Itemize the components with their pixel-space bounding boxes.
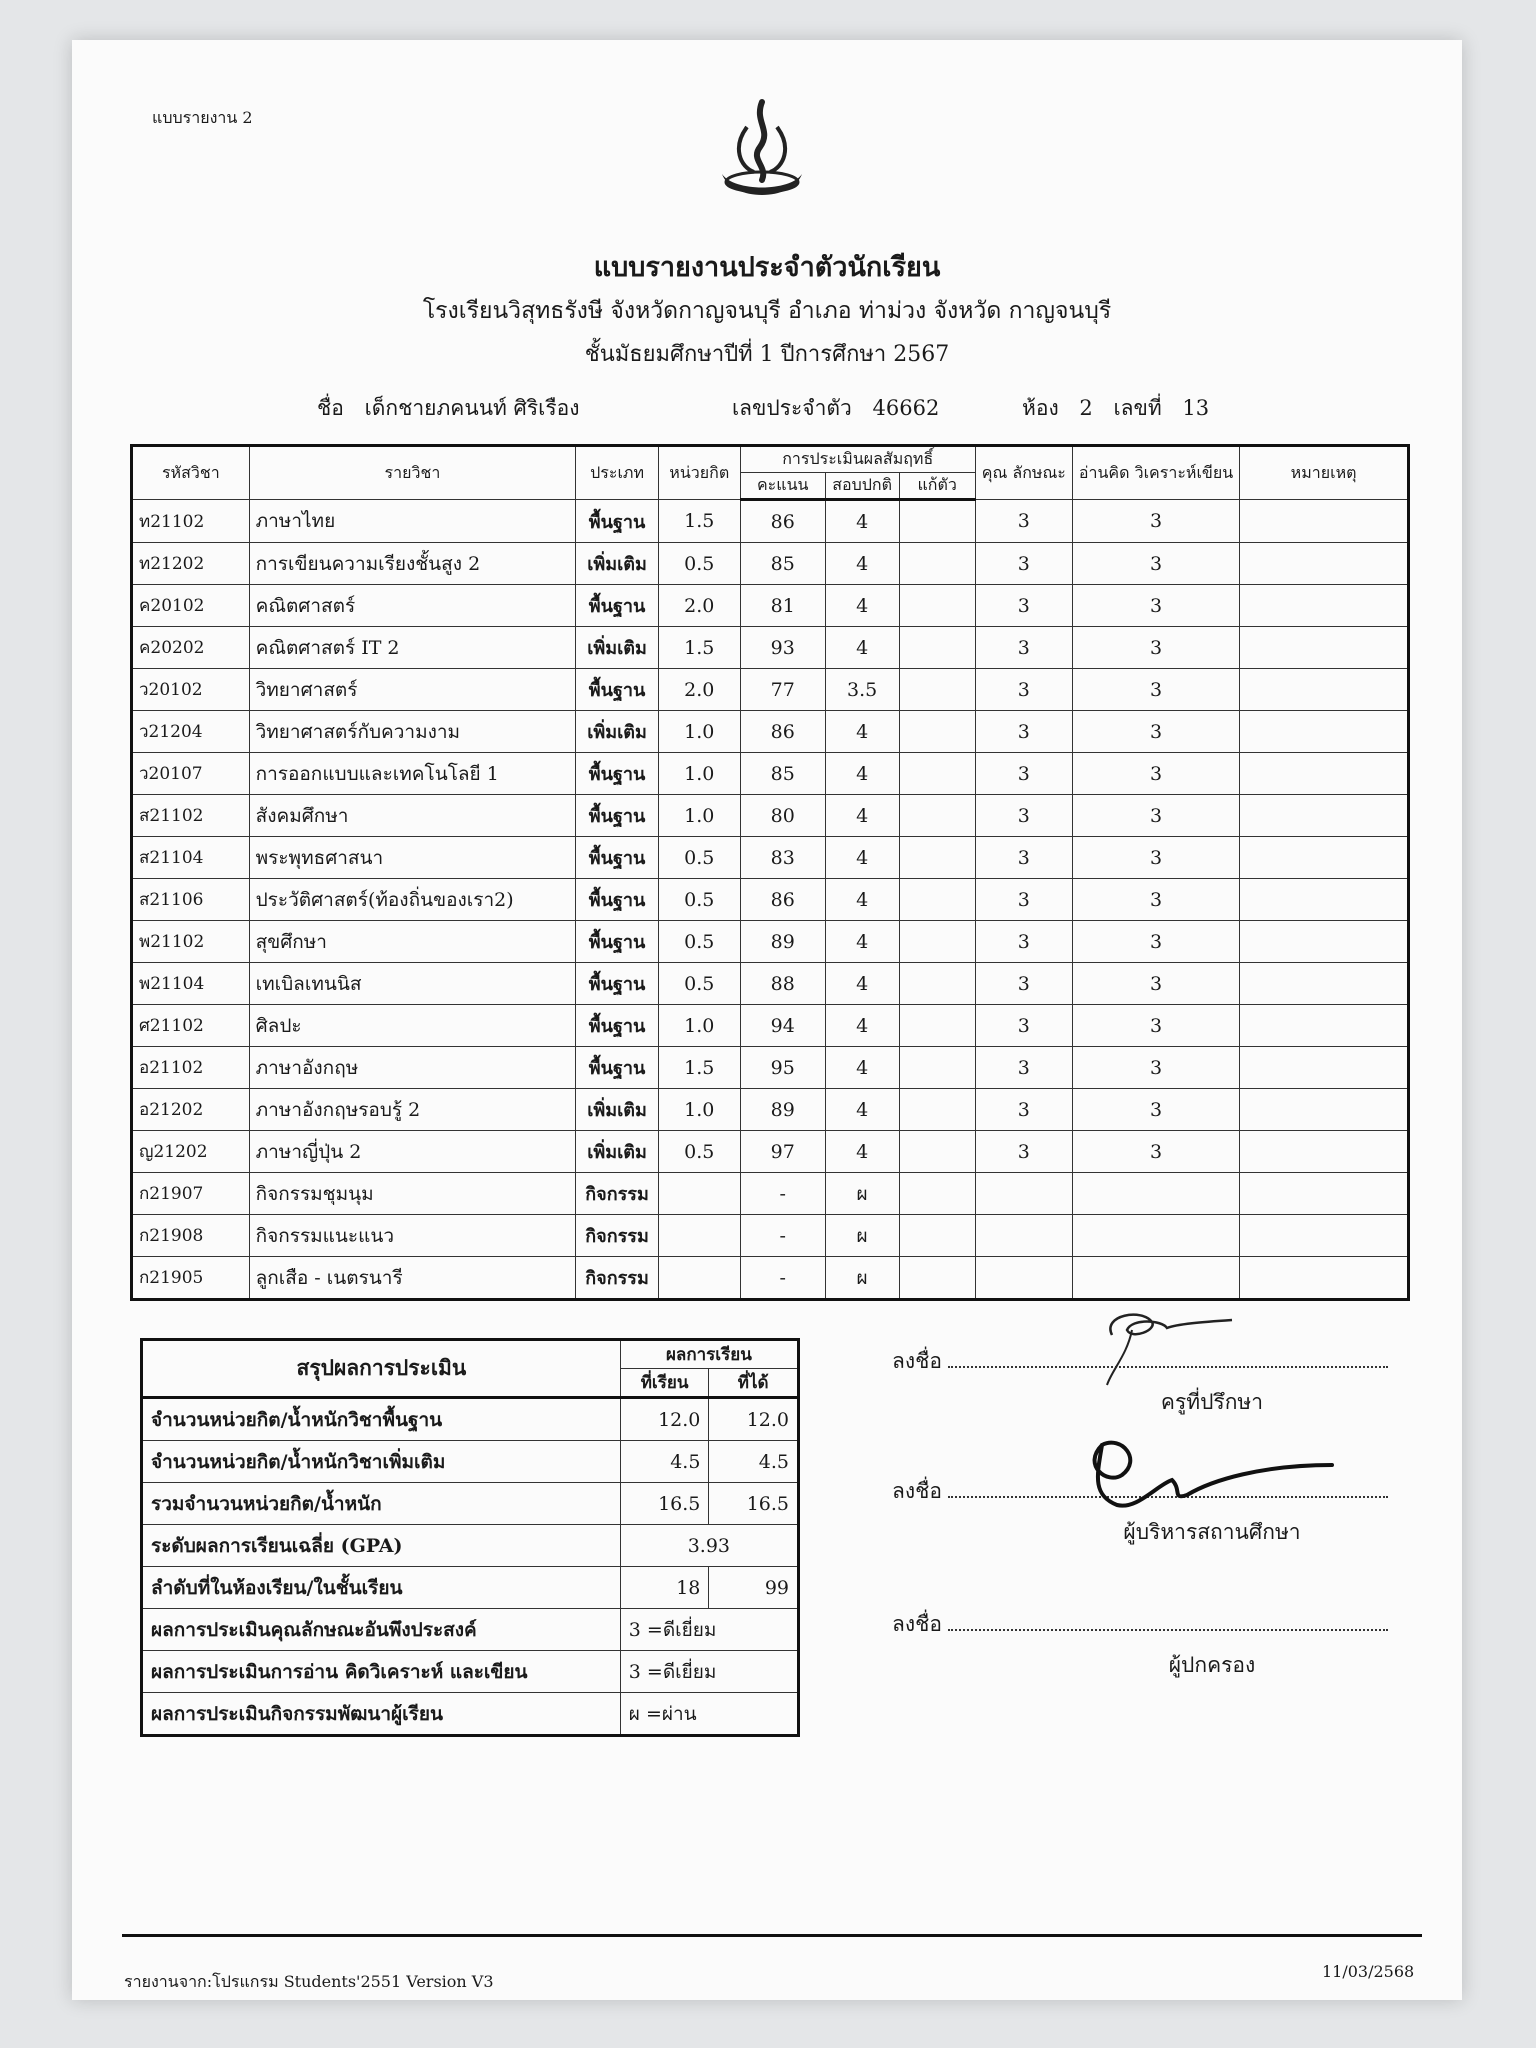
cell-retake xyxy=(899,1089,975,1131)
cell-reading: 3 xyxy=(1072,1089,1239,1131)
header-type: ประเภท xyxy=(576,446,659,500)
cell-code: ค20202 xyxy=(132,627,250,669)
cell-score: 80 xyxy=(740,795,825,837)
cell-type: พื้นฐาน xyxy=(576,669,659,711)
table-row xyxy=(132,1131,1409,1173)
student-id-row xyxy=(732,392,953,425)
table-row xyxy=(132,1257,1409,1300)
footer-source: รายงานจาก:โปรแกรม Students'2551 Version V3 xyxy=(124,1972,494,1991)
cell-remarks xyxy=(1240,1131,1409,1173)
cell-reading: 3 xyxy=(1072,711,1239,753)
cell-credits: 0.5 xyxy=(658,543,740,585)
cell-score: 89 xyxy=(740,921,825,963)
summary-label: จำนวนหน่วยกิต/น้ำหนักวิชาพื้นฐาน xyxy=(142,1398,621,1441)
cell-code: ก21908 xyxy=(132,1215,250,1257)
cell-subject: การออกแบบและเทคโนโลยี 1 xyxy=(249,753,576,795)
header-subject: รายวิชา xyxy=(249,446,576,500)
cell-regular: 4 xyxy=(825,921,899,963)
summary-table xyxy=(140,1338,800,1737)
cell-score: 93 xyxy=(740,627,825,669)
cell-type: เพิ่มเติม xyxy=(576,1131,659,1173)
summary-result-header: ผลการเรียน xyxy=(620,1340,798,1369)
cell-retake xyxy=(899,585,975,627)
student-name-row xyxy=(317,392,594,425)
cell-score: 89 xyxy=(740,1089,825,1131)
header-remarks: หมายเหตุ xyxy=(1240,446,1409,500)
cell-retake xyxy=(899,795,975,837)
cell-reading xyxy=(1072,1215,1239,1257)
cell-subject: การเขียนความเรียงชั้นสูง 2 xyxy=(249,543,576,585)
cell-reading: 3 xyxy=(1072,500,1239,543)
cell-regular: 4 xyxy=(825,1047,899,1089)
cell-remarks xyxy=(1240,585,1409,627)
cell-reading: 3 xyxy=(1072,795,1239,837)
cell-regular: 4 xyxy=(825,879,899,921)
table-row xyxy=(132,1215,1409,1257)
document-title: แบบรายงานประจำตัวนักเรียน xyxy=(593,252,941,283)
summary-merged-value: 3 =ดีเยี่ยม xyxy=(620,1651,798,1693)
cell-character xyxy=(975,1215,1072,1257)
cell-regular: 4 xyxy=(825,500,899,543)
cell-remarks xyxy=(1240,753,1409,795)
cell-credits: 1.0 xyxy=(658,753,740,795)
advisor-sign-label: ลงชื่อ xyxy=(892,1349,942,1373)
cell-reading: 3 xyxy=(1072,963,1239,1005)
cell-retake xyxy=(899,543,975,585)
cell-credits: 1.5 xyxy=(658,1047,740,1089)
summary-earned: 12.0 xyxy=(709,1398,799,1441)
cell-regular: 4 xyxy=(825,753,899,795)
summary-studied: 12.0 xyxy=(620,1398,709,1441)
cell-reading: 3 xyxy=(1072,627,1239,669)
room-value: 2 xyxy=(1079,396,1093,420)
school-emblem-icon xyxy=(702,92,822,222)
room-row xyxy=(1022,392,1223,425)
cell-character: 3 xyxy=(975,543,1072,585)
cell-type: พื้นฐาน xyxy=(576,753,659,795)
cell-character: 3 xyxy=(975,669,1072,711)
cell-remarks xyxy=(1240,963,1409,1005)
summary-row xyxy=(142,1483,799,1525)
cell-code: ค20102 xyxy=(132,585,250,627)
footer-rule xyxy=(122,1934,1422,1937)
cell-retake xyxy=(899,1215,975,1257)
cell-credits: 1.0 xyxy=(658,1005,740,1047)
cell-retake xyxy=(899,1257,975,1300)
cell-type: พื้นฐาน xyxy=(576,963,659,1005)
cell-reading: 3 xyxy=(1072,669,1239,711)
cell-type: พื้นฐาน xyxy=(576,1005,659,1047)
cell-character: 3 xyxy=(975,627,1072,669)
cell-remarks xyxy=(1240,1047,1409,1089)
cell-code: พ21102 xyxy=(132,921,250,963)
cell-type: พื้นฐาน xyxy=(576,585,659,627)
cell-regular: 4 xyxy=(825,585,899,627)
cell-type: พื้นฐาน xyxy=(576,795,659,837)
room-label: ห้อง xyxy=(1022,396,1059,420)
cell-remarks xyxy=(1240,795,1409,837)
cell-character: 3 xyxy=(975,837,1072,879)
summary-row xyxy=(142,1567,799,1609)
cell-type: เพิ่มเติม xyxy=(576,543,659,585)
cell-type: เพิ่มเติม xyxy=(576,1089,659,1131)
cell-reading: 3 xyxy=(1072,1047,1239,1089)
table-row xyxy=(132,543,1409,585)
cell-subject: สังคมศึกษา xyxy=(249,795,576,837)
cell-code: ญ21202 xyxy=(132,1131,250,1173)
cell-score: 88 xyxy=(740,963,825,1005)
cell-subject: พระพุทธศาสนา xyxy=(249,837,576,879)
summary-label: รวมจำนวนหน่วยกิต/น้ำหนัก xyxy=(142,1483,621,1525)
table-row xyxy=(132,879,1409,921)
director-sign-label: ลงชื่อ xyxy=(892,1479,942,1503)
cell-type: พื้นฐาน xyxy=(576,837,659,879)
cell-remarks xyxy=(1240,1089,1409,1131)
cell-reading xyxy=(1072,1257,1239,1300)
summary-row xyxy=(142,1693,799,1736)
cell-remarks xyxy=(1240,711,1409,753)
cell-subject: กิจกรรมชุมนุม xyxy=(249,1173,576,1215)
cell-retake xyxy=(899,879,975,921)
cell-code: ส21106 xyxy=(132,879,250,921)
cell-type: กิจกรรม xyxy=(576,1173,659,1215)
cell-code: ท21102 xyxy=(132,500,250,543)
cell-score: 77 xyxy=(740,669,825,711)
table-row xyxy=(132,500,1409,543)
cell-credits xyxy=(658,1257,740,1300)
summary-body xyxy=(142,1398,799,1736)
cell-character: 3 xyxy=(975,1089,1072,1131)
cell-score: 86 xyxy=(740,879,825,921)
cell-retake xyxy=(899,963,975,1005)
table-row xyxy=(132,1005,1409,1047)
cell-code: พ21104 xyxy=(132,963,250,1005)
cell-subject: สุขศึกษา xyxy=(249,921,576,963)
cell-credits: 2.0 xyxy=(658,669,740,711)
summary-col-earned: ที่ได้ xyxy=(709,1369,799,1398)
number-label: เลขที่ xyxy=(1113,396,1162,420)
cell-regular: 4 xyxy=(825,1131,899,1173)
cell-score: 83 xyxy=(740,837,825,879)
summary-row xyxy=(142,1651,799,1693)
cell-retake xyxy=(899,1173,975,1215)
cell-credits: 0.5 xyxy=(658,1131,740,1173)
table-row xyxy=(132,711,1409,753)
summary-label: ผลการประเมินการอ่าน คิดวิเคราะห์ และเขียน xyxy=(142,1651,621,1693)
cell-score: 86 xyxy=(740,711,825,753)
table-row xyxy=(132,921,1409,963)
cell-reading xyxy=(1072,1173,1239,1215)
footer-date: 11/03/2568 xyxy=(1322,1962,1415,1981)
grade-line: ชั้นมัธยมศึกษาปีที่ 1 ปีการศึกษา 2567 xyxy=(584,342,950,367)
cell-retake xyxy=(899,1047,975,1089)
cell-character: 3 xyxy=(975,1131,1072,1173)
grades-table xyxy=(130,444,1410,1301)
cell-character: 3 xyxy=(975,753,1072,795)
advisor-role: ครูที่ปรึกษา xyxy=(1160,1390,1264,1414)
cell-code: ส21104 xyxy=(132,837,250,879)
cell-credits: 1.5 xyxy=(658,627,740,669)
cell-regular: 4 xyxy=(825,711,899,753)
cell-reading: 3 xyxy=(1072,1005,1239,1047)
header-assessment: การประเมินผลสัมฤทธิ์ xyxy=(740,446,975,473)
table-row xyxy=(132,1089,1409,1131)
student-id: 46662 xyxy=(872,396,940,420)
summary-studied: 16.5 xyxy=(620,1483,709,1525)
parent-sign-label: ลงชื่อ xyxy=(892,1612,942,1636)
summary-label: ลำดับที่ในห้องเรียน/ในชั้นเรียน xyxy=(142,1567,621,1609)
table-row xyxy=(132,963,1409,1005)
cell-score: 86 xyxy=(740,500,825,543)
header-reading: อ่านคิด วิเคราะห์เขียน xyxy=(1072,446,1239,500)
cell-type: พื้นฐาน xyxy=(576,1047,659,1089)
cell-credits: 0.5 xyxy=(658,963,740,1005)
cell-code: อ21202 xyxy=(132,1089,250,1131)
cell-code: ว20107 xyxy=(132,753,250,795)
cell-credits: 0.5 xyxy=(658,837,740,879)
cell-reading: 3 xyxy=(1072,543,1239,585)
cell-score: - xyxy=(740,1257,825,1300)
name-label: ชื่อ xyxy=(317,396,344,420)
table-row xyxy=(132,795,1409,837)
cell-type: พื้นฐาน xyxy=(576,500,659,543)
cell-retake xyxy=(899,627,975,669)
cell-remarks xyxy=(1240,627,1409,669)
header-credits: หน่วยกิต xyxy=(658,446,740,500)
cell-type: พื้นฐาน xyxy=(576,879,659,921)
cell-reading: 3 xyxy=(1072,1131,1239,1173)
director-role: ผู้บริหารสถานศึกษา xyxy=(1123,1520,1301,1544)
cell-type: กิจกรรม xyxy=(576,1215,659,1257)
cell-remarks xyxy=(1240,1257,1409,1300)
cell-regular: 4 xyxy=(825,963,899,1005)
cell-remarks xyxy=(1240,879,1409,921)
cell-remarks xyxy=(1240,837,1409,879)
cell-credits: 2.0 xyxy=(658,585,740,627)
cell-regular: 4 xyxy=(825,1089,899,1131)
cell-retake xyxy=(899,837,975,879)
summary-merged-value: ผ =ผ่าน xyxy=(620,1693,798,1736)
cell-regular: ผ xyxy=(825,1173,899,1215)
summary-label: ระดับผลการเรียนเฉลี่ย (GPA) xyxy=(142,1525,621,1567)
cell-character: 3 xyxy=(975,795,1072,837)
summary-merged-value: 3.93 xyxy=(620,1525,798,1567)
cell-reading: 3 xyxy=(1072,837,1239,879)
cell-score: - xyxy=(740,1215,825,1257)
cell-character: 3 xyxy=(975,1047,1072,1089)
form-code: แบบรายงาน 2 xyxy=(152,108,253,127)
cell-type: พื้นฐาน xyxy=(576,921,659,963)
table-row xyxy=(132,1047,1409,1089)
cell-subject: วิทยาศาสตร์ xyxy=(249,669,576,711)
header-code: รหัสวิชา xyxy=(132,446,250,500)
cell-regular: 3.5 xyxy=(825,669,899,711)
cell-subject: กิจกรรมแนะแนว xyxy=(249,1215,576,1257)
summary-label: ผลการประเมินกิจกรรมพัฒนาผู้เรียน xyxy=(142,1693,621,1736)
parent-sign-line xyxy=(948,1629,1388,1631)
director-signature-icon xyxy=(1062,1425,1342,1520)
cell-retake xyxy=(899,500,975,543)
cell-reading: 3 xyxy=(1072,879,1239,921)
cell-score: 94 xyxy=(740,1005,825,1047)
student-name: เด็กชายภคนนท์ ศิริเรือง xyxy=(364,396,580,420)
summary-earned: 16.5 xyxy=(709,1483,799,1525)
cell-code: ว20102 xyxy=(132,669,250,711)
cell-reading: 3 xyxy=(1072,585,1239,627)
cell-code: ว21204 xyxy=(132,711,250,753)
summary-studied: 18 xyxy=(620,1567,709,1609)
cell-character: 3 xyxy=(975,1005,1072,1047)
cell-type: เพิ่มเติม xyxy=(576,627,659,669)
summary-label: จำนวนหน่วยกิต/น้ำหนักวิชาเพิ่มเติม xyxy=(142,1441,621,1483)
cell-character: 3 xyxy=(975,963,1072,1005)
cell-retake xyxy=(899,753,975,795)
cell-score: - xyxy=(740,1173,825,1215)
cell-credits: 0.5 xyxy=(658,921,740,963)
cell-subject: วิทยาศาสตร์กับความงาม xyxy=(249,711,576,753)
cell-reading: 3 xyxy=(1072,921,1239,963)
summary-row xyxy=(142,1525,799,1567)
summary-studied: 4.5 xyxy=(620,1441,709,1483)
cell-code: ก21905 xyxy=(132,1257,250,1300)
header-score: คะแนน xyxy=(740,473,825,500)
summary-row xyxy=(142,1441,799,1483)
cell-code: ศ21102 xyxy=(132,1005,250,1047)
cell-regular: ผ xyxy=(825,1257,899,1300)
cell-reading: 3 xyxy=(1072,753,1239,795)
cell-subject: เทเบิลเทนนิส xyxy=(249,963,576,1005)
cell-character: 3 xyxy=(975,879,1072,921)
summary-col-studied: ที่เรียน xyxy=(620,1369,709,1398)
cell-regular: 4 xyxy=(825,543,899,585)
advisor-signature-icon xyxy=(1072,1300,1242,1390)
cell-subject: ประวัติศาสตร์(ท้องถิ่นของเรา2) xyxy=(249,879,576,921)
cell-subject: ภาษาไทย xyxy=(249,500,576,543)
cell-retake xyxy=(899,921,975,963)
report-paper xyxy=(72,40,1462,2000)
cell-retake xyxy=(899,669,975,711)
cell-score: 85 xyxy=(740,753,825,795)
table-row xyxy=(132,837,1409,879)
cell-credits: 0.5 xyxy=(658,879,740,921)
cell-remarks xyxy=(1240,921,1409,963)
cell-code: ท21202 xyxy=(132,543,250,585)
cell-character xyxy=(975,1257,1072,1300)
parent-role: ผู้ปกครอง xyxy=(1168,1653,1256,1677)
cell-subject: คณิตศาสตร์ IT 2 xyxy=(249,627,576,669)
cell-retake xyxy=(899,1005,975,1047)
cell-remarks xyxy=(1240,500,1409,543)
header-retake: แก้ตัว xyxy=(899,473,975,500)
cell-code: ส21102 xyxy=(132,795,250,837)
cell-subject: ภาษาอังกฤษ xyxy=(249,1047,576,1089)
summary-row xyxy=(142,1398,799,1441)
summary-label: ผลการประเมินคุณลักษณะอันพึงประสงค์ xyxy=(142,1609,621,1651)
cell-subject: ศิลปะ xyxy=(249,1005,576,1047)
header-regular: สอบปกติ xyxy=(825,473,899,500)
summary-earned: 4.5 xyxy=(709,1441,799,1483)
cell-regular: 4 xyxy=(825,627,899,669)
cell-remarks xyxy=(1240,543,1409,585)
cell-credits xyxy=(658,1215,740,1257)
summary-row xyxy=(142,1609,799,1651)
table-row xyxy=(132,627,1409,669)
table-row xyxy=(132,753,1409,795)
cell-regular: 4 xyxy=(825,837,899,879)
cell-subject: ลูกเสือ - เนตรนารี xyxy=(249,1257,576,1300)
table-row xyxy=(132,585,1409,627)
cell-credits: 1.0 xyxy=(658,1089,740,1131)
cell-subject: ภาษาอังกฤษรอบรู้ 2 xyxy=(249,1089,576,1131)
cell-remarks xyxy=(1240,1215,1409,1257)
summary-merged-value: 3 =ดีเยี่ยม xyxy=(620,1609,798,1651)
cell-retake xyxy=(899,1131,975,1173)
cell-type: เพิ่มเติม xyxy=(576,711,659,753)
cell-score: 85 xyxy=(740,543,825,585)
id-label: เลขประจำตัว xyxy=(732,396,852,420)
cell-subject: คณิตศาสตร์ xyxy=(249,585,576,627)
cell-credits xyxy=(658,1173,740,1215)
cell-character xyxy=(975,1173,1072,1215)
cell-score: 97 xyxy=(740,1131,825,1173)
cell-credits: 1.5 xyxy=(658,500,740,543)
cell-regular: 4 xyxy=(825,1005,899,1047)
cell-subject: ภาษาญี่ปุ่น 2 xyxy=(249,1131,576,1173)
cell-remarks xyxy=(1240,1173,1409,1215)
cell-credits: 1.0 xyxy=(658,795,740,837)
cell-score: 81 xyxy=(740,585,825,627)
table-row xyxy=(132,1173,1409,1215)
cell-remarks xyxy=(1240,1005,1409,1047)
cell-regular: ผ xyxy=(825,1215,899,1257)
cell-type: กิจกรรม xyxy=(576,1257,659,1300)
summary-earned: 99 xyxy=(709,1567,799,1609)
number-value: 13 xyxy=(1182,396,1210,420)
school-line: โรงเรียนวิสุทธรังษี จังหวัดกาญจนบุรี อำเภอ ท่าม่วง จังหวัด กาญจนบุรี xyxy=(422,298,1112,324)
cell-code: อ21102 xyxy=(132,1047,250,1089)
cell-character: 3 xyxy=(975,585,1072,627)
cell-credits: 1.0 xyxy=(658,711,740,753)
cell-code: ก21907 xyxy=(132,1173,250,1215)
cell-regular: 4 xyxy=(825,795,899,837)
cell-character: 3 xyxy=(975,711,1072,753)
grades-body xyxy=(132,500,1409,1300)
cell-character: 3 xyxy=(975,921,1072,963)
table-row xyxy=(132,669,1409,711)
summary-title: สรุปผลการประเมิน xyxy=(142,1340,621,1398)
cell-character: 3 xyxy=(975,500,1072,543)
parent-signature-block xyxy=(892,1608,1412,1682)
header-character: คุณ ลักษณะ xyxy=(975,446,1072,500)
cell-score: 95 xyxy=(740,1047,825,1089)
cell-retake xyxy=(899,711,975,753)
cell-remarks xyxy=(1240,669,1409,711)
